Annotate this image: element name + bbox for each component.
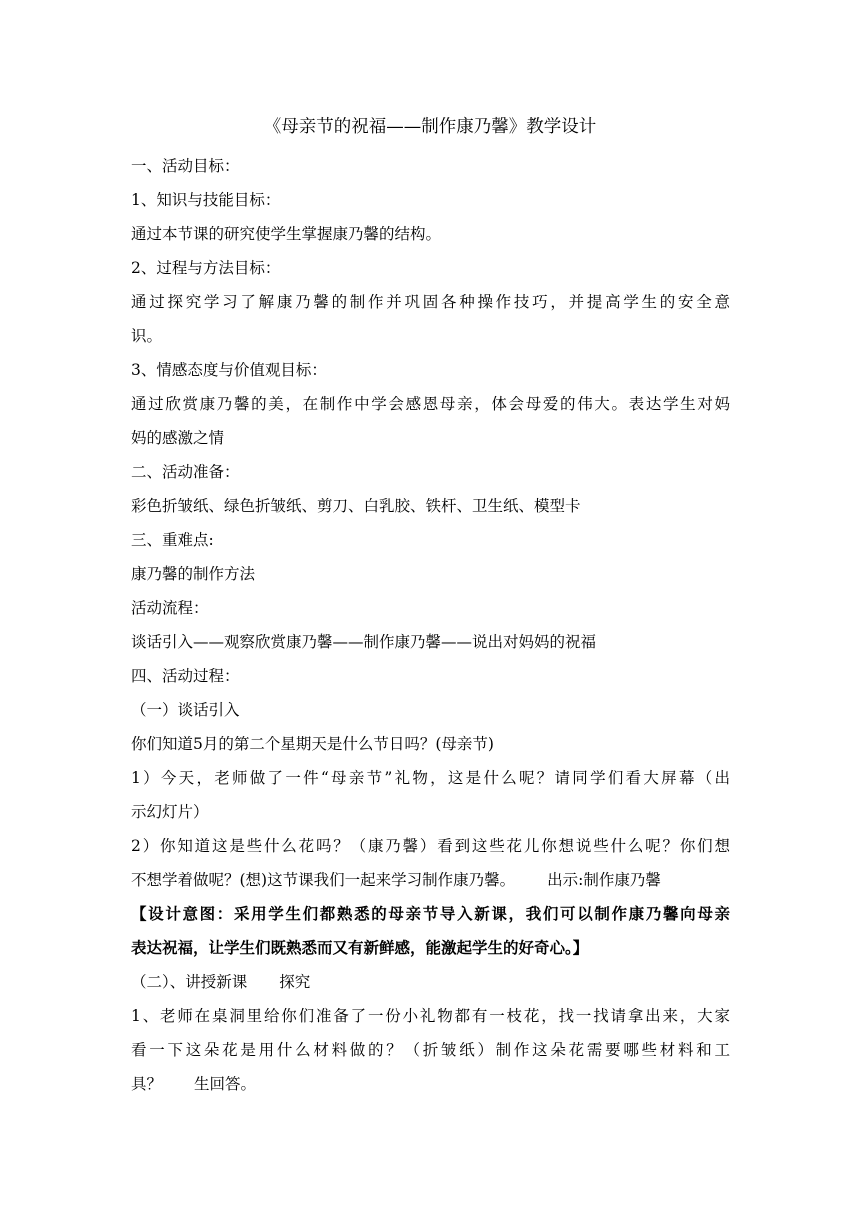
subheading-knowledge-skills: 1、知识与技能目标： bbox=[131, 191, 281, 209]
subheading-conversation-intro: （一）谈话引入 bbox=[131, 701, 240, 719]
paragraph-line: 谈话引入——观察欣赏康乃馨——制作康乃馨——说出对妈妈的祝福 bbox=[131, 633, 597, 651]
paragraph-line: 通过探究学习了解康乃馨的制作并巩固各种操作技巧，并提高学生的安全意 bbox=[131, 293, 730, 311]
subheading-process-method: 2、过程与方法目标： bbox=[131, 259, 281, 277]
paragraph-line: 1）今天，老师做了一件“母亲节”礼物，这是什么呢？请同学们看大屏幕（出 bbox=[131, 769, 730, 787]
paragraph-line: 通过本节课的研究使学生掌握康乃馨的结构。 bbox=[131, 225, 442, 243]
subheading-text: （二）、讲授新课 bbox=[131, 973, 248, 991]
subheading-text: 探究 bbox=[279, 973, 311, 991]
design-intent-note: 表达祝福，让学生们既熟悉而又有新鲜感，能激起学生的好奇心。】 bbox=[131, 939, 589, 957]
subheading-activity-flow: 活动流程： bbox=[131, 599, 209, 617]
paragraph-line: 康乃馨的制作方法 bbox=[131, 565, 256, 583]
paragraph-text: 出示:制作康乃馨 bbox=[547, 871, 661, 889]
paragraph-line: 2）你知道这是些什么花吗？（康乃馨）看到这些花儿你想说些什么呢？你们想 bbox=[131, 837, 730, 855]
paragraph-line: 彩色折皱纸、绿色折皱纸、剪刀、白乳胶、铁杆、卫生纸、模型卡 bbox=[131, 497, 581, 515]
paragraph-text: 具？ bbox=[131, 1075, 163, 1093]
paragraph-line: 识。 bbox=[131, 327, 163, 345]
paragraph-line: 妈的感激之情 bbox=[131, 429, 225, 447]
paragraph-line bbox=[131, 870, 661, 890]
section-heading-process: 四、活动过程： bbox=[131, 667, 240, 685]
paragraph-line: 示幻灯片） bbox=[131, 803, 209, 821]
section-heading-key-points: 三、重难点: bbox=[131, 531, 214, 549]
section-heading-goals: 一、活动目标： bbox=[131, 157, 240, 175]
paragraph-line: 你们知道5月的第二个星期天是什么节日吗？(母亲节) bbox=[131, 735, 494, 753]
paragraph-line bbox=[131, 1074, 256, 1094]
paragraph-line: 通过欣赏康乃馨的美，在制作中学会感恩母亲，体会母爱的伟大。表达学生对妈 bbox=[131, 395, 730, 413]
subheading-new-lesson bbox=[131, 972, 310, 992]
document-title: 《母亲节的祝福——制作康乃馨》教学设计 bbox=[263, 117, 597, 137]
paragraph-line: 看一下这朵花是用什么材料做的？（折皱纸）制作这朵花需要哪些材料和工 bbox=[131, 1041, 730, 1059]
paragraph-line: 1、老师在桌洞里给你们准备了一份小礼物都有一枝花，找一找请拿出来，大家 bbox=[131, 1007, 730, 1025]
subheading-emotion-values: 3、情感态度与价值观目标： bbox=[131, 361, 327, 379]
paragraph-text: 不想学着做呢？(想)这节课我们一起来学习制作康乃馨。 bbox=[131, 871, 516, 889]
section-heading-preparation: 二、活动准备： bbox=[131, 463, 240, 481]
paragraph-text: 生回答。 bbox=[194, 1075, 257, 1093]
design-intent-note: 【设计意图：采用学生们都熟悉的母亲节导入新课，我们可以制作康乃馨向母亲 bbox=[131, 905, 730, 923]
